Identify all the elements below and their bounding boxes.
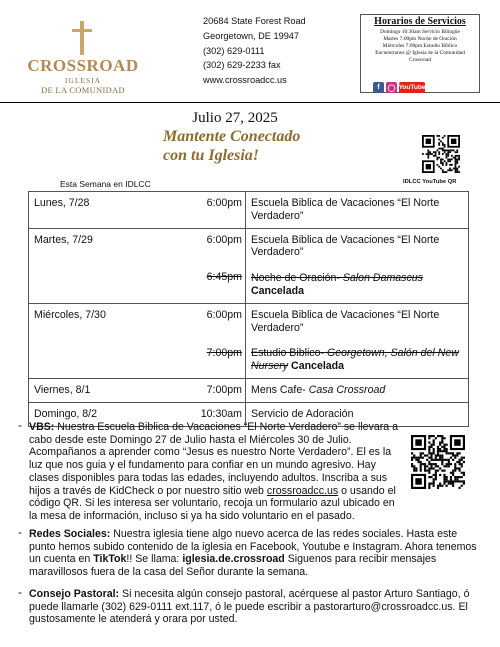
header-divider <box>0 102 500 103</box>
youtube-icon[interactable]: YouTube <box>398 84 426 91</box>
event-cell: Escuela Biblica de Vacaciones “El Norte Verdadero” Estudio Biblico- Georgetown, Salón del New Nursery Cancelada <box>246 303 469 378</box>
table-row <box>29 228 469 303</box>
day-cell: Martes, 7/29 <box>29 228 169 303</box>
week-label: Esta Semana en IDLCC <box>60 179 151 189</box>
address: 20684 State Forest Road <box>203 16 306 26</box>
facebook-icon[interactable]: f <box>373 82 384 93</box>
time-cell: 6:00pm 7:00pm <box>169 303 246 378</box>
cancelled-badge: Cancelada <box>291 360 345 373</box>
time-cell: 7:00pm <box>169 378 246 402</box>
event-cell: Escuela Biblica de Vacaciones “El Norte Verdadero” <box>246 192 469 229</box>
table-row <box>29 303 469 378</box>
day-cell: Lunes, 7/28 <box>29 192 169 229</box>
website-link[interactable]: www.crossroadcc.us <box>203 75 287 86</box>
table-row <box>29 378 469 402</box>
table-row <box>29 192 469 229</box>
day-cell: Viernes, 8/1 <box>29 378 169 402</box>
service-hours-title: Horarios de Servicios <box>374 16 466 27</box>
event-cell: Escuela Biblica de Vacaciones “El Norte Verdadero” Noche de Oración- Salon Damascus Cancelada <box>246 228 469 303</box>
redes-heading: Redes Sociales: <box>29 528 111 540</box>
bulletin-date: Julio 27, 2025 <box>192 110 278 126</box>
pastoral-section: - Consejo Pastoral: Si necesita algún consejo pastoral, acérquese al pastor Arturo Santiago, ó puede llamarle (302) 629-0111 ext.117, ó le puede escribir a pastorarturo@crossroadcc.us. El gustosamente le atenderá y orara por usted. <box>18 585 470 626</box>
church-logo <box>24 18 142 96</box>
phone: (302) 629-0111 <box>203 45 265 56</box>
qr-label: IDLCC YouTube QR <box>403 179 457 185</box>
consejo-heading: Consejo Pastoral: <box>29 588 120 600</box>
day-cell: Miércoles, 7/30 <box>29 303 169 378</box>
vbs-qr-code <box>411 435 465 489</box>
time-cell: 6:00pm <box>169 192 246 229</box>
fax: (302) 629-2233 fax <box>203 60 281 71</box>
social-media-section: - Redes Sociales: Nuestra iglesia tiene algo nuevo acerca de las redes sociales. Hasta este punto hemos subido contenido de la iglesia en Facebook, Youtube e Instagram. Ahora tenemos un cuenta en TikTok!! Se llama: iglesia.de.crossroad Siguenos para recibir mensajes maravillosos fuera de la casa del Señor durante la semana. <box>18 525 477 579</box>
contact-block <box>203 14 306 88</box>
bulletin-tagline: Mantente Conectado con tu Iglesia! <box>163 128 301 164</box>
logo-name: CROSSROAD <box>27 56 139 75</box>
logo-subtitle-2: DE LA COMUNIDAD <box>41 85 125 95</box>
service-hours-box <box>360 14 480 93</box>
vbs-heading: VBS: <box>29 421 55 433</box>
weekly-schedule-table <box>28 191 469 427</box>
cross-icon <box>80 21 84 55</box>
service-hours-lines: Domingo 10:30am Servicio Bilingüe Martes 7:00pm Noche de Oración Miércoles 7:00pm Estudio Bíblico Encuentranos @ Iglesia de la Comunidad Crossroad <box>375 29 465 64</box>
time-cell: 10:30am <box>169 402 246 426</box>
cancelled-badge: Cancelada <box>251 284 304 297</box>
tiktok-handle: iglesia.de.crossroad <box>182 553 285 566</box>
city: Georgetown, DE 19947 <box>203 30 300 41</box>
time-cell: 6:00pm 6:45pm <box>169 228 246 303</box>
event-cell: Servicio de Adoración <box>246 402 469 426</box>
vbs-section: - VBS: Nuestra Escuela Biblica de Vacaciones “El Norte Verdadero” se llevara a cabo desde este Domingo 27 de Julio hasta el Miércoles 30 de Julio. Acompañanos a aprender como “Jesus es nuestro Norte Verdadero”. El es la luz que nos guia y el fundamento para confiar en un mundo agresivo. Hay clases disponibles para todas las edades, incluyendo adultos. Inscriba a sus hijos a través de KidCheck o por nuestro sitio web crossroadcc.us o usando el código QR. Si les interesa ser voluntario, recoja un formulario azul ubicado en la mesa de información, incluso si ya ha sido voluntario en el pasado. <box>18 418 398 522</box>
instagram-icon[interactable]: ◯ <box>386 82 397 93</box>
day-cell: Domingo, 8/2 <box>29 402 169 426</box>
website-link[interactable]: crossroadcc.us <box>266 484 339 497</box>
social-icons <box>373 82 425 93</box>
logo-subtitle-1: IGLESIA <box>64 76 102 85</box>
event-cell: Mens Cafe- Casa Crossroad <box>246 378 469 402</box>
youtube-qr-code <box>422 135 460 173</box>
